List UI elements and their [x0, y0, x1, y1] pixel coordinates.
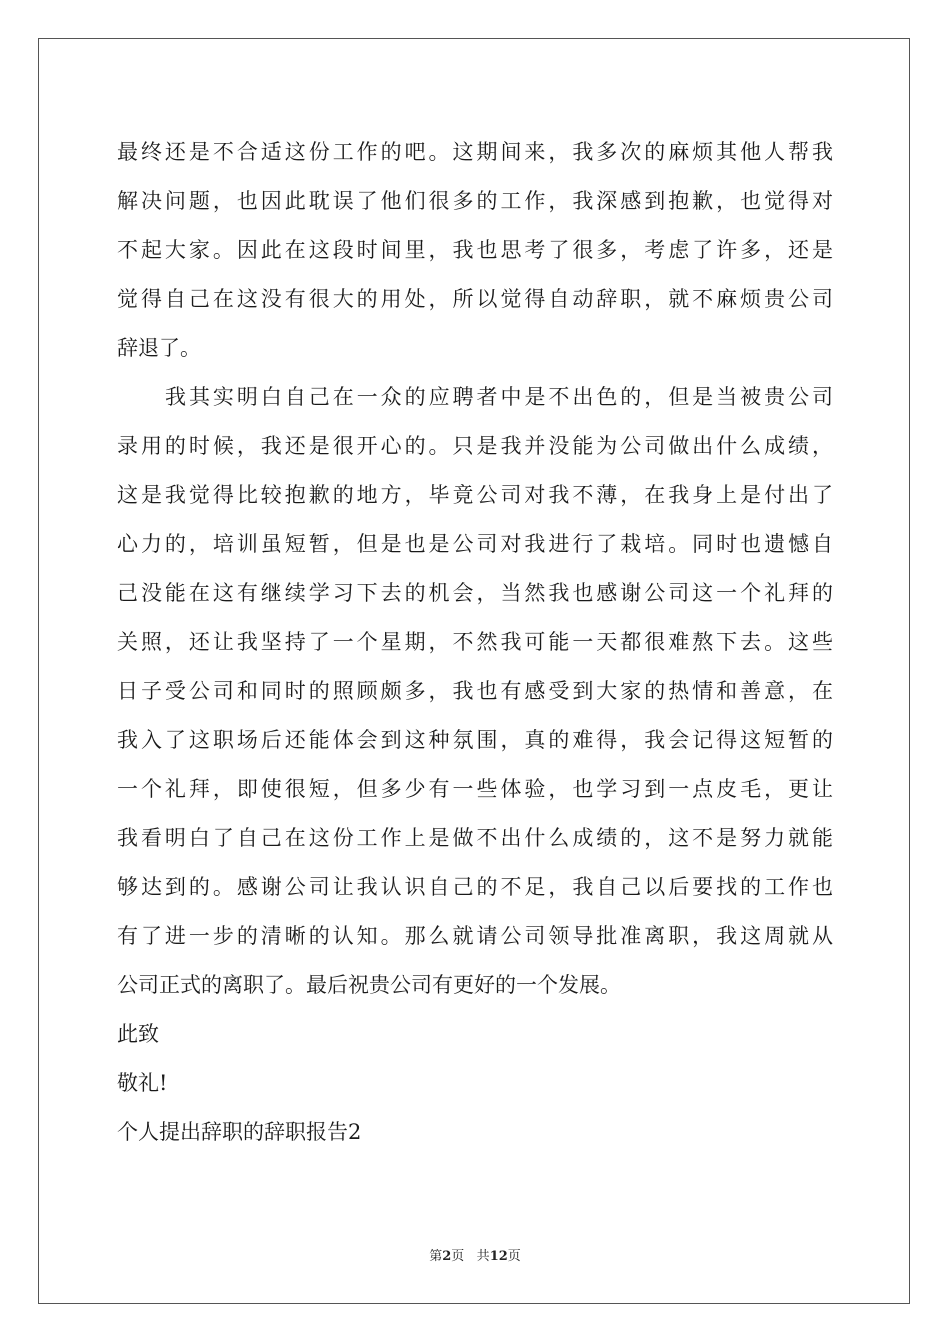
text-line: 录用的时候，我还是很开心的。只是我并没能为公司做出什么成绩， — [117, 434, 833, 458]
closing-salutation: 此致 — [117, 1022, 159, 1046]
paragraph-1 — [117, 128, 833, 373]
text-line: 够达到的。感谢公司让我认识自己的不足，我自己以后要找的工作也 — [117, 875, 833, 899]
text-line: 有了进一步的清晰的认知。那么就请公司领导批准离职，我这周就从 — [117, 924, 833, 948]
total-suffix: 页 — [507, 1249, 521, 1264]
text-line: 解决问题，也因此耽误了他们很多的工作，我深感到抱歉，也觉得对 — [117, 189, 833, 213]
paragraph-2 — [117, 373, 833, 1010]
text-line: 我入了这职场后还能体会到这种氛围，真的难得，我会记得这短暂的 — [117, 728, 833, 752]
document-body — [117, 128, 833, 1157]
page-prefix: 第 — [429, 1249, 443, 1264]
page-suffix: 页 — [451, 1249, 465, 1264]
text-line: 公司正式的离职了。最后祝贵公司有更好的一个发展。 — [117, 973, 621, 997]
text-line: 我其实明白自己在一众的应聘者中是不出色的，但是当被贵公司 — [165, 385, 833, 409]
text-line: 这是我觉得比较抱歉的地方，毕竟公司对我不薄，在我身上是付出了 — [117, 483, 833, 507]
text-line: 一个礼拜，即使很短，但多少有一些体验，也学习到一点皮毛，更让 — [117, 777, 833, 801]
text-line: 不起大家。因此在这段时间里，我也思考了很多，考虑了许多，还是 — [117, 238, 833, 262]
text-line: 心力的，培训虽短暂，但是也是公司对我进行了栽培。同时也遗憾自 — [117, 532, 833, 556]
text-line: 觉得自己在这没有很大的用处，所以觉得自动辞职，就不麻烦贵公司 — [117, 287, 833, 311]
text-line: 关照，还让我坚持了一个星期，不然我可能一天都很难熬下去。这些 — [117, 630, 833, 654]
total-prefix: 共 — [476, 1249, 490, 1264]
text-line: 己没能在这有继续学习下去的机会，当然我也感谢公司这一个礼拜的 — [117, 581, 833, 605]
page-footer — [0, 1245, 950, 1264]
text-line: 日子受公司和同时的照顾颇多，我也有感受到大家的热情和善意，在 — [117, 679, 833, 703]
next-section-title: 个人提出辞职的辞职报告2 — [117, 1120, 362, 1144]
text-line: 我看明白了自己在这份工作上是做不出什么成绩的，这不是努力就能 — [117, 826, 833, 850]
page-total: 12 — [489, 1249, 508, 1264]
text-line: 辞退了。 — [117, 336, 201, 360]
page-number: 2 — [442, 1249, 452, 1264]
text-line: 最终还是不合适这份工作的吧。这期间来，我多次的麻烦其他人帮我 — [117, 140, 833, 164]
closing-regards: 敬礼! — [117, 1071, 168, 1095]
